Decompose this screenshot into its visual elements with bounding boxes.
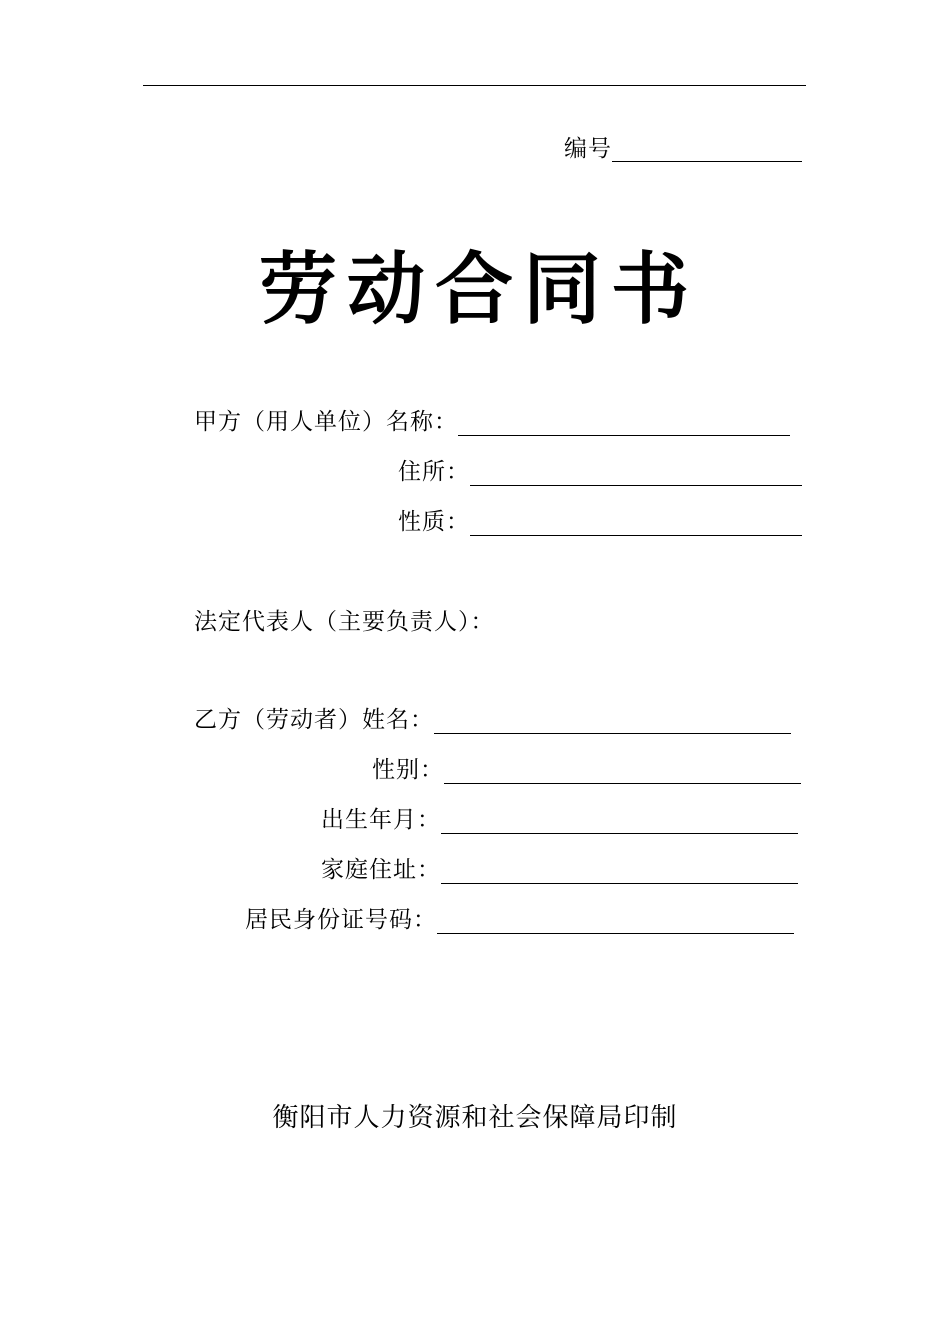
party-b-id-blank[interactable]	[437, 933, 794, 934]
party-b-gender-row	[372, 754, 801, 786]
party-a-nature-blank[interactable]	[470, 535, 802, 536]
party-b-gender-label: 性别：	[372, 757, 444, 783]
legal-representative-label: 法定代表人（主要负责人）：	[194, 609, 495, 635]
party-b-birth-row	[321, 804, 798, 836]
party-a-name-row	[194, 406, 790, 438]
party-b-home-label: 家庭住址：	[321, 857, 441, 883]
issuer-footer: 衡阳市人力资源和社会保障局印制	[272, 1103, 678, 1133]
document-title: 劳动合同书	[258, 244, 699, 335]
party-b-home-blank[interactable]	[441, 883, 798, 884]
party-a-nature-label: 性质：	[398, 509, 470, 535]
party-b-home-row	[321, 854, 798, 886]
party-b-birth-blank[interactable]	[441, 833, 798, 834]
party-b-name-label: 乙方（劳动者）姓名：	[194, 707, 434, 733]
serial-number-field	[564, 134, 802, 164]
party-a-nature-row	[398, 506, 802, 538]
party-a-name-label: 甲方（用人单位）名称：	[194, 409, 458, 435]
party-a-address-label: 住所：	[398, 459, 470, 485]
party-b-id-label: 居民身份证号码：	[245, 907, 437, 933]
serial-number-label: 编号	[564, 136, 612, 162]
party-b-birth-label: 出生年月：	[321, 807, 441, 833]
party-b-id-row	[245, 904, 794, 936]
party-b-gender-blank[interactable]	[444, 783, 801, 784]
serial-number-blank[interactable]	[612, 161, 802, 162]
party-a-name-blank[interactable]	[458, 435, 790, 436]
party-a-address-row	[398, 456, 802, 488]
top-rule	[143, 85, 806, 86]
party-a-address-blank[interactable]	[470, 485, 802, 486]
party-b-name-blank[interactable]	[434, 733, 791, 734]
party-b-name-row	[194, 704, 791, 736]
